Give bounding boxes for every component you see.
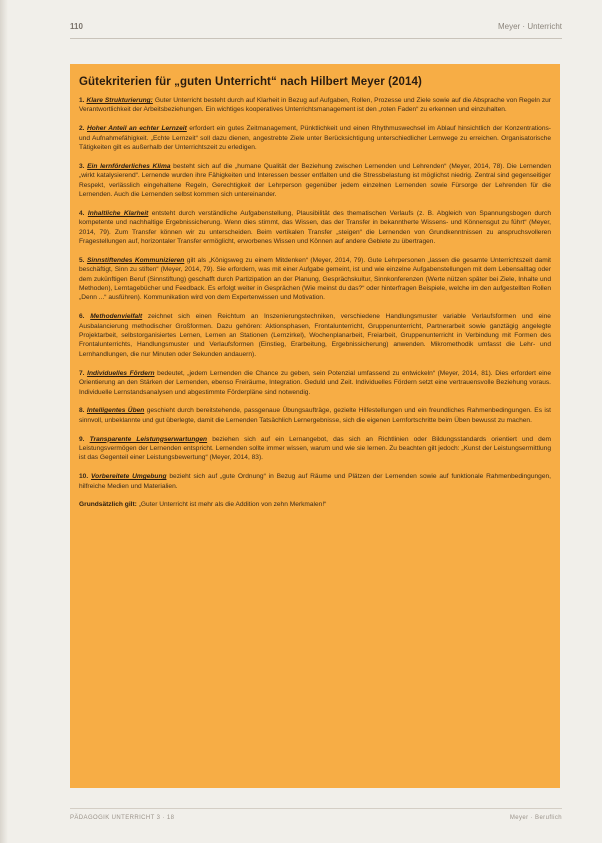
box-title: Gütekriterien für „guten Unterricht“ nach Hilbert Meyer (2014): [79, 76, 422, 88]
criterion-text: bedeutet, „jedem Lernenden die Chance zu geben, sein Potenzial umfassend zu entwickeln“ (Meyer, 2014, 81). Dies erfordert eine Orientierung an den Stärken der Lernenden, ebenso Freiräume, Integration. Geduld und Zeit. Individuelles Fördern setzt eine vertrauensvolle Beziehung voraus. Individuelle Lernstandsanalysen und abgestimmte Förderpläne sind notwendig.: [79, 369, 551, 396]
page-number: 110: [70, 21, 83, 31]
closing-statement: [79, 500, 551, 509]
criterion-number: 6.: [79, 313, 85, 321]
criterion-number: 3.: [79, 162, 85, 170]
criterion-number: 2.: [79, 125, 85, 133]
closing-lead: Grundsätzlich gilt:: [79, 501, 137, 509]
criterion-item: [79, 162, 551, 200]
criterion-number: 5.: [79, 256, 85, 264]
criterion-text: bezieht sich auf „gute Ordnung“ in Bezug auf Räume und Plätzen der Lernenden sowie auf funktionale Rahmenbedingungen, hilfreiche Medien und Materialien.: [79, 473, 551, 490]
criterion-text: gilt als „Königsweg zu einem Mitdenken“ (Meyer, 2014, 79). Gute Lehrpersonen „lassen die gesamte Unterrichtszeit damit beschäftigt, Sinn zu stiften“ (Meyer, 2014, 79). Sie erfordern, was mit einer Aufgabe gemeint, ist und wie einzelne Aufgabenstellungen mit dem Lebensalltag oder dem zukünftigen Beruf (Sinnstiftung) geschafft durch Partizipation an der Planung, Gesprächskultur, Sinnkonferenzen (Werte nützen später bei Ziele, Inhalte und Methoden), Lerntagebücher und Feedback. Es erfolgt weiter in Gesprächen (Wie meinst du das?“ oder hinterfragen Beispiele, welche im den aufgestellten Rollen „Denn ...“ ausführen). Kommunikation wird von dem Expertenwissen und Motivation.: [79, 256, 551, 302]
criterion-number: 4.: [79, 209, 85, 217]
criterion-term: Vorbereitete Umgebung: [91, 473, 167, 481]
criterion-item: [79, 369, 551, 397]
criterion-term: Intelligentes Üben: [86, 407, 145, 415]
page-edge-shadow: [0, 0, 8, 843]
footer-left: PÄDAGOGIK UNTERRICHT 3 · 18: [70, 815, 175, 821]
page-header: [70, 18, 562, 34]
criterion-number: 9.: [79, 435, 85, 443]
criterion-text: zeichnet sich einen Reichtum an Inszenierungstechniken, verschiedene Handlungsmuster variable Verlaufsformen und eine Ausbalancierung methodischer Großformen. Dazu gehören: Aktionsphasen, Frontalunterricht, Gruppenunterricht, Partnerarbeit sowie ganztägig angelegte Projektarbeit, selbstorganisiertes Lernen, Lernen an Stationen (Lernzirkel), Wochenplanarbeit, Freiarbeit, Gruppenunterricht in Verbindung mit Formen des Frontalunterrichts, Handlungsmuster und Verlaufsformen (Einstieg, Erarbeitung, Ergebnissicherung) anwenden. Mikromethodik umfasst die Lehr- und Lernhandlungen, die nur Minuten oder Sekunden andauern).: [79, 313, 551, 358]
criterion-item: [79, 124, 551, 152]
criterion-text: Guter Unterricht besteht durch auf Klarheit in Bezug auf Aufgaben, Rollen, Prozesse und Ziele sowie auf die Absprache von Regeln zur Verantwortlichkeit der Arbeitsbeziehungen. Ein wichtiges kooperatives Unterrichtsmanagement ist den „roten Faden“ zu erkennen und einzuhalten.: [79, 97, 551, 114]
criterion-item: [79, 406, 551, 425]
criterion-text: entsteht durch verständliche Aufgabenstellung, Plausibilität des thematischen Verlaufs (z. B. Abgleich von Spannungsbogen durch kompetente und nachhaltige Ergebnissicherung. Wenn dies stimmt, das Wissen, das der Transfer in bekanntherte Wissens- und Könnensgut zu führt“ (Meyer, 2014, 79). Zum Transfer können wir zu unterscheiden. Beim vertikalen Transfer „steigen“ die Lernenden von Grundkenntnissen zu anspruchsvolleren Fragestellungen auf, horizontaler Transfer ermöglicht, erworbenes Wissen und Können auf andere Gebiete zu übertragen.: [79, 209, 551, 246]
page-footer: [70, 815, 562, 821]
criterion-text: geschieht durch bereitstehende, passgenaue Übungsaufträge, gezielte Hilfestellungen und ein freundliches Rahmenbedingungen. Es ist sinnvoll, unbeklannte und gut überlegte, damit die Lernenden Tatsächlich Lernergebnisse, sich die eigenen Lernfortschritte beim Üben bewusst zu machen.: [79, 407, 551, 424]
criterion-term: Inhaltliche Klarheit: [87, 209, 149, 217]
running-title: Meyer · Unterricht: [497, 21, 562, 31]
criterion-number: 10.: [79, 473, 89, 481]
closing-text: „Guter Unterricht ist mehr als die Addition von zehn Merkmalen!“: [136, 501, 327, 509]
criterion-text: erfordert ein gutes Zeitmanagement, Pünktlichkeit und einen Rhythmuswechsel im Ablauf hinsichtlich der Konzentrations- und Aufnahmefähigkeit. „Echte Lernzeit“ soll dazu dienen, angestrebte Ziele unter Berücksichtigung unterschiedlicher Lernwege zu erreichen. Organisatorische Tätigkeiten gilt es außerhalb der Unterrichtszeit zu erledigen.: [79, 125, 552, 152]
header-rule: [70, 38, 562, 39]
criterion-term: Ein lernförderliches Klima: [87, 162, 171, 170]
criterion-number: 8.: [79, 407, 85, 415]
criterion-term: Hoher Anteil an echter Lernzeit: [86, 125, 187, 133]
criterion-number: 1.: [79, 97, 85, 104]
criterion-item: [79, 472, 551, 491]
footer-right: Meyer · Beruflich: [509, 815, 562, 821]
criterion-term: Methodenvielfalt: [90, 313, 143, 321]
criterion-item: [79, 312, 551, 359]
criterion-term: Klare Strukturierung:: [86, 97, 153, 104]
criterion-term: Transparente Leistungserwartungen: [89, 435, 208, 443]
criteria-box: [70, 64, 560, 788]
criterion-item: [79, 256, 551, 303]
criterion-item: [79, 96, 551, 115]
criterion-item: [79, 209, 551, 247]
criteria-list: [79, 96, 551, 491]
criterion-item: [79, 435, 551, 463]
criterion-term: Individuelles Fördern: [87, 369, 155, 377]
footer-rule: [70, 808, 562, 809]
criterion-number: 7.: [79, 369, 85, 377]
criterion-text: beziehen sich auf ein Lernangebot, das sich an Richtlinien oder Bildungsstandards orientiert und dem Leistungsvermögen der Lernenden entspricht. Lernenden sollte immer wissen, warum und wie sie lernen. Zu beachten gilt jedoch: „Kunst der Leistungsermittlung ist das Gegenteil einer Leistungsbewertung“ (Meyer, 2014, 83).: [79, 435, 551, 462]
criterion-text: besteht sich auf die „humane Qualität der Beziehung zwischen Lernenden und Lehrenden“ (Meyer, 2014, 78). Die Lernenden „wirkt katalysierend“. Lernende wurden ihre Fähigkeiten und Interessen besser entfalten und die Stressbelastung ist möglichst niedrig. Zentral sind gegenseitiger Respekt, verlässlich eingehaltene Regeln, Gerechtigkeit der Lehrperson gegenüber jedem einzelnen Lernenden sowie Fürsorge der Lehrenden für die Lernenden. Auch die Lernenden selbst kommen sich untereinander.: [79, 162, 551, 199]
criterion-term: Sinnstiftendes Kommunizieren: [86, 256, 185, 264]
